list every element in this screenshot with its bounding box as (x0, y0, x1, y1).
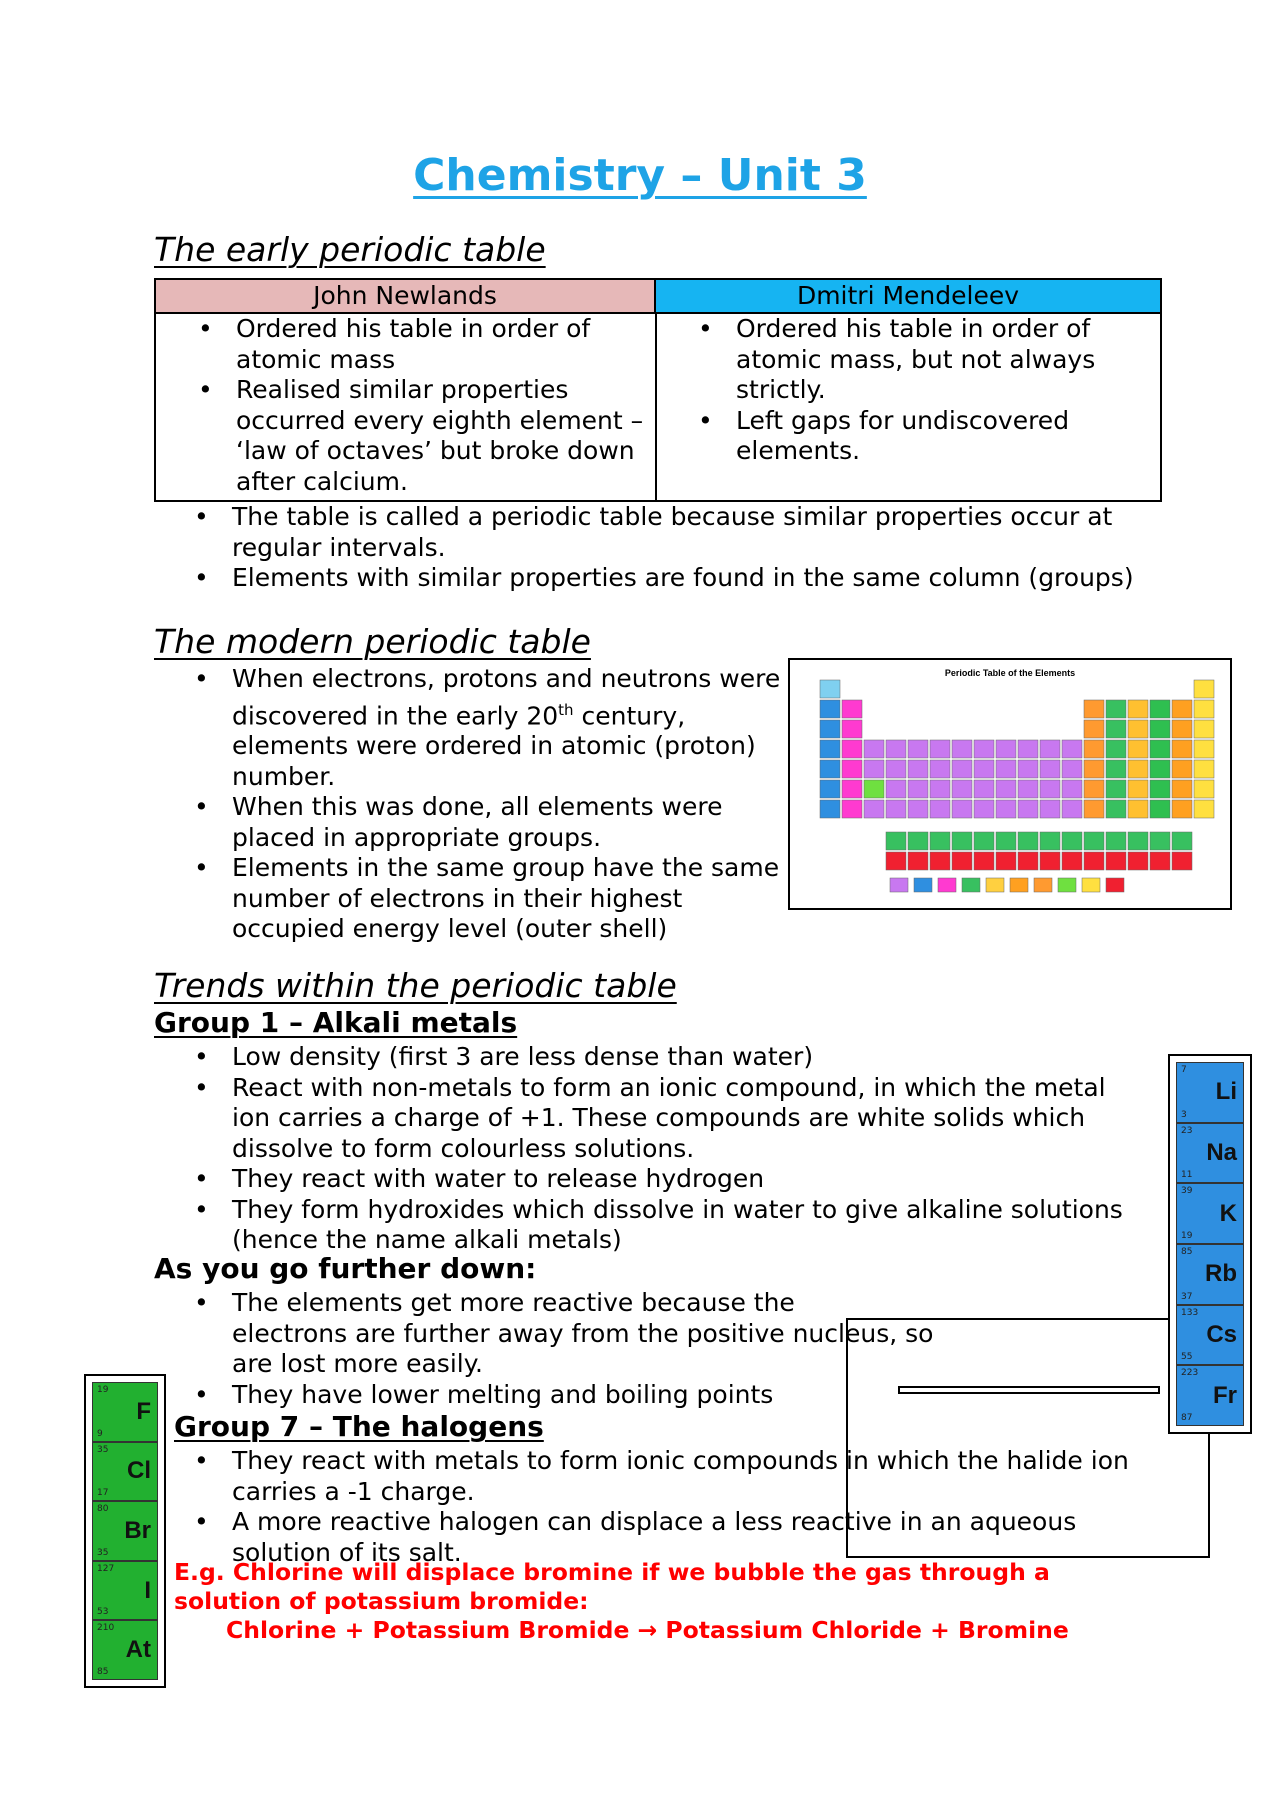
atomic-number: 17 (97, 1488, 109, 1499)
pt-cell (1106, 720, 1126, 738)
pt-cell (996, 740, 1016, 758)
pt-cell (820, 700, 840, 718)
atomic-number: 37 (1181, 1291, 1193, 1302)
pt-cell (820, 760, 840, 778)
pt-cell (1194, 760, 1214, 778)
heading-modern-periodic-table: The modern periodic table (154, 622, 591, 661)
pt-legend-swatch (1106, 878, 1124, 892)
pt-cell (1150, 852, 1170, 870)
pt-cell (1062, 800, 1082, 818)
pt-cell (842, 800, 862, 818)
pt-cell (952, 852, 972, 870)
group1-bullets (154, 1042, 1134, 1256)
element-cell-na (1176, 1123, 1244, 1184)
atomic-number: 19 (1181, 1230, 1193, 1241)
pt-cell (820, 780, 840, 798)
pt-cell (908, 760, 928, 778)
pt-legend-swatch (938, 878, 956, 892)
element-symbol: Li (1215, 1078, 1237, 1106)
pt-cell (930, 832, 950, 850)
pt-cell (952, 760, 972, 778)
pt-cell (930, 740, 950, 758)
modern-bullet1-rest: century, elements were ordered in atomic (proton) number. (232, 700, 756, 791)
pt-cell (1194, 800, 1214, 818)
pt-cell (1106, 760, 1126, 778)
word-equation: Chlorine + Potassium Bromide → Potassium Chloride + Bromine (226, 1616, 1069, 1644)
example-line-2: solution of potassium bromide: (174, 1587, 589, 1615)
atomic-number: 9 (97, 1428, 103, 1439)
element-symbol: Cl (127, 1457, 151, 1485)
atomic-mass: 133 (1181, 1307, 1199, 1318)
element-cell-i (92, 1561, 158, 1621)
pt-cell (1040, 740, 1060, 758)
periodic-table-graphic (790, 660, 1230, 908)
pt-cell (996, 760, 1016, 778)
element-symbol: Cs (1206, 1320, 1237, 1348)
atomic-number: 87 (1181, 1412, 1193, 1423)
pt-cell (842, 740, 862, 758)
pt-cell (952, 800, 972, 818)
bullet-line: The elements get more reactive because the (232, 1288, 795, 1317)
list-item (154, 664, 794, 792)
pt-cell (908, 800, 928, 818)
element-symbol: I (144, 1576, 151, 1604)
pt-cell (974, 760, 994, 778)
element-cell-cs (1176, 1305, 1244, 1366)
element-cell-rb (1176, 1244, 1244, 1305)
list-item: • They have lower melting and boiling points (154, 1380, 1054, 1411)
pt-cell (1018, 852, 1038, 870)
pt-cell (1150, 740, 1170, 758)
pt-cell (820, 800, 840, 818)
pt-legend-swatch (1082, 878, 1100, 892)
pt-cell (1062, 740, 1082, 758)
newlands-cell (156, 314, 652, 497)
pt-cell (842, 700, 862, 718)
pt-cell (1106, 780, 1126, 798)
pt-cell (1150, 700, 1170, 718)
example-line-1: E.g. Chlorine will displace bromine if we bubble the gas through a (174, 1558, 1050, 1586)
pt-cell (908, 852, 928, 870)
pt-cell (974, 852, 994, 870)
pt-cell (864, 780, 884, 798)
element-symbol: Fr (1213, 1381, 1237, 1409)
pt-cell (1040, 780, 1060, 798)
pt-cell (1084, 832, 1104, 850)
pt-legend-swatch (962, 878, 980, 892)
atomic-number: 55 (1181, 1352, 1193, 1363)
heading-trends: Trends within the periodic table (154, 966, 677, 1005)
atomic-mass: 39 (1181, 1186, 1193, 1197)
pt-cell (1084, 720, 1104, 738)
pt-cell (1172, 740, 1192, 758)
pt-legend-swatch (986, 878, 1004, 892)
atomic-mass: 23 (1181, 1125, 1193, 1136)
atomic-mass: 127 (97, 1563, 115, 1574)
pt-legend-swatch (890, 878, 908, 892)
element-cell-f (92, 1382, 158, 1442)
pt-cell (1040, 800, 1060, 818)
pt-cell (1084, 780, 1104, 798)
pt-cell (820, 740, 840, 758)
list-item: • They react with metals to form ionic compounds in which the halide ion carries a -1 charge. (154, 1446, 1134, 1507)
newlands-item: • Realised similar properties occurred every eighth element – ‘law of octaves’ but broke down after calcium. (156, 375, 652, 497)
newlands-item: • Ordered his table in order of atomic mass (156, 314, 652, 375)
pt-cell (1062, 780, 1082, 798)
pt-cell (842, 780, 862, 798)
pt-cell (820, 680, 840, 698)
atomic-mass: 19 (97, 1385, 109, 1395)
pt-cell (1194, 700, 1214, 718)
atomic-number: 53 (97, 1607, 109, 1618)
pt-cell (952, 780, 972, 798)
pt-cell (1084, 700, 1104, 718)
heading-group-7: Group 7 – The halogens (174, 1410, 544, 1443)
list-item: • Elements in the same group have the same number of electrons in their highest occupied energy level (outer shell) (154, 853, 794, 945)
pt-cell (1150, 800, 1170, 818)
pt-legend-swatch (1010, 878, 1028, 892)
pt-cell (1150, 780, 1170, 798)
comparison-table (154, 278, 1162, 502)
pt-cell (1018, 800, 1038, 818)
pt-cell (886, 800, 906, 818)
list-item: • They react with water to release hydrogen (154, 1164, 1134, 1195)
pt-cell (974, 832, 994, 850)
atomic-number: 35 (97, 1547, 109, 1558)
mendeleev-header: Dmitri Mendeleev (656, 280, 1160, 314)
pt-cell (1062, 760, 1082, 778)
modern-bullet1-text: When electrons, protons and neutrons were discovered in the early 20 (232, 664, 781, 730)
element-symbol: Na (1206, 1138, 1237, 1166)
pt-cell (842, 760, 862, 778)
heading-further-down: As you go further down: (154, 1252, 537, 1285)
pt-cell (1194, 740, 1214, 758)
pt-cell (1150, 832, 1170, 850)
atomic-mass: 223 (1181, 1368, 1199, 1379)
pt-cell (996, 780, 1016, 798)
page-title: Chemistry – Unit 3 (413, 150, 867, 201)
pt-cell (886, 780, 906, 798)
pt-cell (1018, 832, 1038, 850)
pt-cell (974, 780, 994, 798)
element-symbol: Rb (1205, 1260, 1237, 1288)
pt-cell (1084, 760, 1104, 778)
pt-cell (1194, 680, 1214, 698)
pt-cell (974, 800, 994, 818)
pt-cell (1040, 832, 1060, 850)
pt-cell (886, 832, 906, 850)
element-cell-at (92, 1620, 158, 1680)
atomic-number: 3 (1181, 1109, 1187, 1120)
mendeleev-item: • Ordered his table in order of atomic mass, but not always strictly. (656, 314, 1106, 406)
pt-cell (930, 800, 950, 818)
element-cell-br (92, 1501, 158, 1561)
pt-cell (1128, 832, 1148, 850)
element-symbol: At (125, 1636, 151, 1664)
mendeleev-cell (656, 314, 1106, 467)
pt-cell (864, 800, 884, 818)
pt-cell (1128, 740, 1148, 758)
pt-cell (1128, 760, 1148, 778)
list-item: • A more reactive halogen can displace a less reactive in an aqueous solution of its salt. (154, 1507, 1134, 1568)
element-symbol: Br (124, 1516, 151, 1544)
pt-cell (1194, 780, 1214, 798)
pt-cell (886, 852, 906, 870)
pt-cell (1150, 720, 1170, 738)
element-cell-cl (92, 1442, 158, 1502)
empty-text-box (846, 1318, 1210, 1558)
pt-cell (1106, 740, 1126, 758)
modern-bullets (154, 664, 794, 945)
atomic-number: 11 (1181, 1170, 1193, 1181)
pt-cell (1172, 832, 1192, 850)
pt-cell (1128, 852, 1148, 870)
pt-cell (1106, 700, 1126, 718)
list-item: • Low density (first 3 are less dense than water) (154, 1042, 1134, 1073)
atomic-mass: 85 (1181, 1247, 1193, 1257)
pt-cell (1106, 832, 1126, 850)
pt-cell (1062, 852, 1082, 870)
pt-cell (864, 760, 884, 778)
list-item: • When this was done, all elements were placed in appropriate groups. (154, 792, 794, 853)
pt-cell (908, 780, 928, 798)
element-cell-fr (1176, 1365, 1244, 1426)
pt-cell (1128, 700, 1148, 718)
pt-cell (1084, 740, 1104, 758)
atomic-number: 85 (97, 1666, 109, 1677)
list-item: • The table is called a periodic table because similar properties occur at regular intervals. (154, 502, 1134, 563)
pt-cell (1172, 852, 1192, 870)
element-symbol: F (136, 1397, 151, 1425)
atomic-mass: 7 (1181, 1065, 1187, 1075)
group1-element-strip (1168, 1054, 1252, 1434)
pt-cell (930, 760, 950, 778)
pt-cell (952, 740, 972, 758)
element-cell-k (1176, 1183, 1244, 1244)
group7-cells (92, 1382, 158, 1680)
list-item: • Elements with similar properties are found in the same column (groups) (154, 563, 1134, 594)
pt-cell (1018, 760, 1038, 778)
pt-cell (1084, 800, 1104, 818)
pt-cell (1172, 700, 1192, 718)
list-item: • React with non-metals to form an ionic compound, in which the metal ion carries a charge of +1. These compounds are white solids which dissolve to form colourless solutions. (154, 1073, 1134, 1165)
pt-cell (886, 760, 906, 778)
pt-cell (1084, 852, 1104, 870)
pt-cell (996, 852, 1016, 870)
pt-cell (908, 740, 928, 758)
pt-cell (820, 720, 840, 738)
atomic-mass: 35 (97, 1444, 109, 1455)
pt-cell (952, 832, 972, 850)
pt-cell (1040, 760, 1060, 778)
pt-cell (1062, 832, 1082, 850)
pt-cell (908, 832, 928, 850)
group1-cells (1176, 1062, 1244, 1426)
element-cell-li (1176, 1062, 1244, 1123)
pt-cell (1172, 760, 1192, 778)
pt-cell (1106, 852, 1126, 870)
superscript-th: th (558, 700, 574, 719)
pt-cell (1150, 760, 1170, 778)
pt-cell (1040, 852, 1060, 870)
atomic-mass: 80 (97, 1504, 109, 1515)
empty-bar-shape (898, 1386, 1160, 1394)
pt-cell (974, 740, 994, 758)
pt-cell (1128, 780, 1148, 798)
pt-legend-swatch (914, 878, 932, 892)
pt-cell (930, 852, 950, 870)
atomic-mass: 210 (97, 1623, 115, 1634)
early-bullets (154, 502, 1134, 594)
pt-legend-swatch (1058, 878, 1076, 892)
pt-cell (996, 832, 1016, 850)
list-item: • They form hydroxides which dissolve in water to give alkaline solutions (hence the name alkali metals) (154, 1195, 1134, 1256)
pt-cell (1018, 780, 1038, 798)
periodic-table-image (788, 658, 1232, 910)
group7-element-strip (84, 1374, 166, 1688)
heading-early-periodic-table: The early periodic table (154, 230, 546, 269)
bullet-line: electrons are further away from the positive nucleus, so (232, 1318, 934, 1348)
pt-cell (1172, 780, 1192, 798)
pt-cell (996, 800, 1016, 818)
pt-cell (886, 740, 906, 758)
heading-group-1: Group 1 – Alkali metals (154, 1006, 518, 1039)
mendeleev-item: • Left gaps for undiscovered elements. (656, 406, 1106, 467)
pt-cell (1194, 720, 1214, 738)
periodic-table-image-title: Periodic Table of the Elements (944, 668, 1076, 678)
pt-cell (1172, 720, 1192, 738)
bullet-line: are lost more easily. (232, 1349, 483, 1378)
pt-legend-swatch (1034, 878, 1052, 892)
pt-cell (1128, 720, 1148, 738)
pt-cell (1018, 740, 1038, 758)
newlands-header: John Newlands (156, 280, 656, 314)
pt-cell (1106, 800, 1126, 818)
pt-cell (864, 740, 884, 758)
pt-cell (1128, 800, 1148, 818)
element-symbol: K (1219, 1199, 1237, 1227)
pt-cell (842, 720, 862, 738)
pt-cell (1172, 800, 1192, 818)
pt-cell (930, 780, 950, 798)
